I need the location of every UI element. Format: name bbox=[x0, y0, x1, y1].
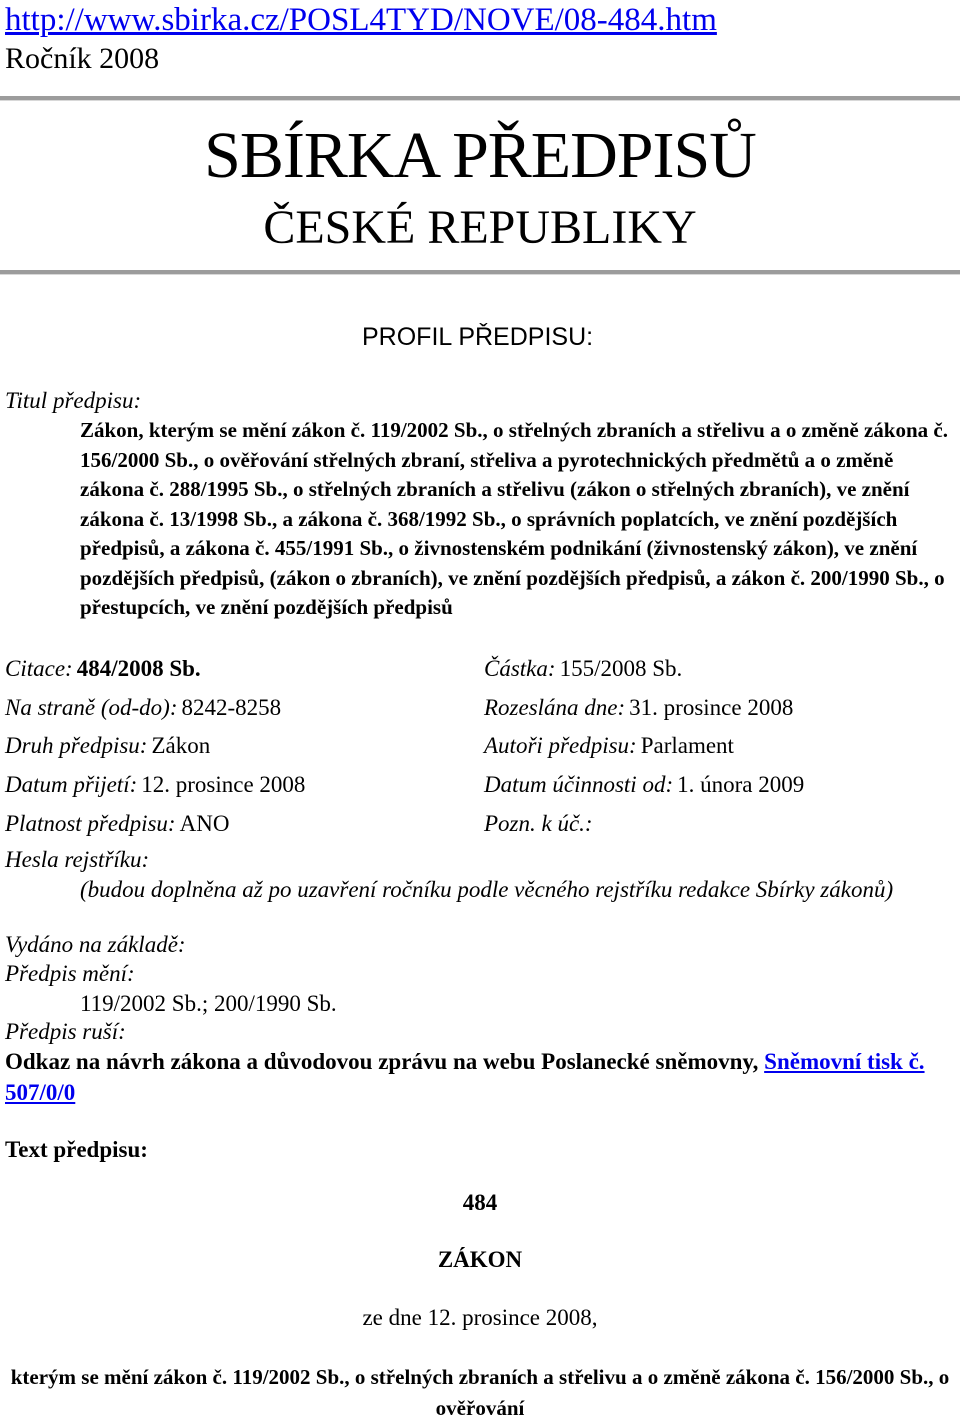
titul-label: Titul předpisu: bbox=[5, 388, 142, 413]
platnost-value: ANO bbox=[179, 811, 230, 836]
pozn-label: Pozn. k úč.: bbox=[484, 811, 593, 836]
autori-label: Autoři předpisu: bbox=[484, 733, 637, 758]
rozeslana-row bbox=[484, 695, 793, 721]
ucinnost-row bbox=[484, 772, 804, 798]
druh-row bbox=[5, 733, 210, 759]
pozn-row bbox=[484, 811, 593, 837]
castka-label: Částka: bbox=[484, 656, 556, 681]
collection-title: SBÍRKA PŘEDPISŮ bbox=[204, 119, 756, 192]
hesla-label: Hesla rejstříku: bbox=[5, 847, 150, 872]
meni-value: 119/2002 Sb.; 200/1990 Sb. bbox=[80, 991, 337, 1016]
citace-label: Citace: bbox=[5, 656, 73, 681]
druh-value: Zákon bbox=[151, 733, 211, 758]
volume-year: Ročník 2008 bbox=[5, 42, 160, 75]
collection-subtitle: ČESKÉ REPUBLIKY bbox=[263, 201, 697, 254]
castka-row bbox=[484, 656, 682, 682]
rozeslana-value: 31. prosince 2008 bbox=[629, 695, 794, 720]
law-type: ZÁKON bbox=[437, 1247, 523, 1272]
law-number: 484 bbox=[462, 1190, 498, 1215]
autori-value: Parlament bbox=[640, 733, 734, 758]
header-divider bbox=[0, 270, 960, 275]
rusi-label: Předpis ruší: bbox=[5, 1019, 126, 1044]
prijeti-row bbox=[5, 772, 305, 798]
ucinnost-label: Datum účinnosti od: bbox=[484, 772, 674, 797]
prijeti-label: Datum přijetí: bbox=[5, 772, 138, 797]
vydano-label: Vydáno na základě: bbox=[5, 932, 186, 957]
citace-row bbox=[5, 656, 201, 682]
meni-label: Předpis mění: bbox=[5, 961, 135, 986]
citace-value: 484/2008 Sb. bbox=[76, 656, 201, 681]
law-title: kterým se mění zákon č. 119/2002 Sb., o střelných zbraních a střelivu a o změně zákona č. 156/2000 Sb., o ověřování bbox=[10, 1365, 950, 1420]
top-divider bbox=[0, 96, 960, 101]
castka-value: 155/2008 Sb. bbox=[559, 656, 683, 681]
odkaz-text: Odkaz na návrh zákona a důvodovou zprávu na webu Poslanecké sněmovny, bbox=[5, 1049, 765, 1074]
source-url-link[interactable]: http://www.sbirka.cz/POSL4TYD/NOVE/08-484.htm bbox=[5, 2, 717, 38]
prijeti-value: 12. prosince 2008 bbox=[141, 772, 306, 797]
ucinnost-value: 1. února 2009 bbox=[677, 772, 805, 797]
snemovni-tisk-link[interactable]: Sněmovní tisk č. 507/0/0 bbox=[5, 1049, 925, 1105]
autori-row bbox=[484, 733, 734, 759]
hesla-value: (budou doplněna až po uzavření ročníku podle věcného rejstříku redakce Sbírky zákonů) bbox=[80, 877, 894, 902]
titul-value: Zákon, kterým se mění zákon č. 119/2002 Sb., o střelných zbraních a střelivu a o změně zákona č. 156/2000 Sb., o ověřování střelných zbraní, střeliva a pyrotechnických předmětů a o změně zákona č. 288/1995 Sb., o střelných zbraních a střelivu (zákon o střelných zbraních), ve znění zákona č. 13/1998 Sb., a zákona č. 368/1992 Sb., o správních poplatcích, ve znění pozdějších předpisů, a zákona č. 455/1991 Sb., o živnostenském podnikání (živnostenský zákon), ve znění pozdějších předpisů, (zákon o zbraních), ve znění pozdějších předpisů, a zákon č. 200/1990 Sb., o přestupcích, ve znění pozdějších předpisů bbox=[80, 418, 948, 619]
profile-heading: PROFIL PŘEDPISU: bbox=[362, 323, 594, 351]
platnost-label: Platnost předpisu: bbox=[5, 811, 176, 836]
strana-row bbox=[5, 695, 281, 721]
platnost-row bbox=[5, 811, 229, 837]
druh-label: Druh předpisu: bbox=[5, 733, 148, 758]
odkaz-paragraph bbox=[5, 1046, 950, 1108]
law-date: ze dne 12. prosince 2008, bbox=[362, 1305, 598, 1330]
text-label: Text předpisu: bbox=[5, 1137, 148, 1162]
rozeslana-label: Rozeslána dne: bbox=[484, 695, 626, 720]
strana-label: Na straně (od-do): bbox=[5, 695, 178, 720]
strana-value: 8242-8258 bbox=[181, 695, 282, 720]
